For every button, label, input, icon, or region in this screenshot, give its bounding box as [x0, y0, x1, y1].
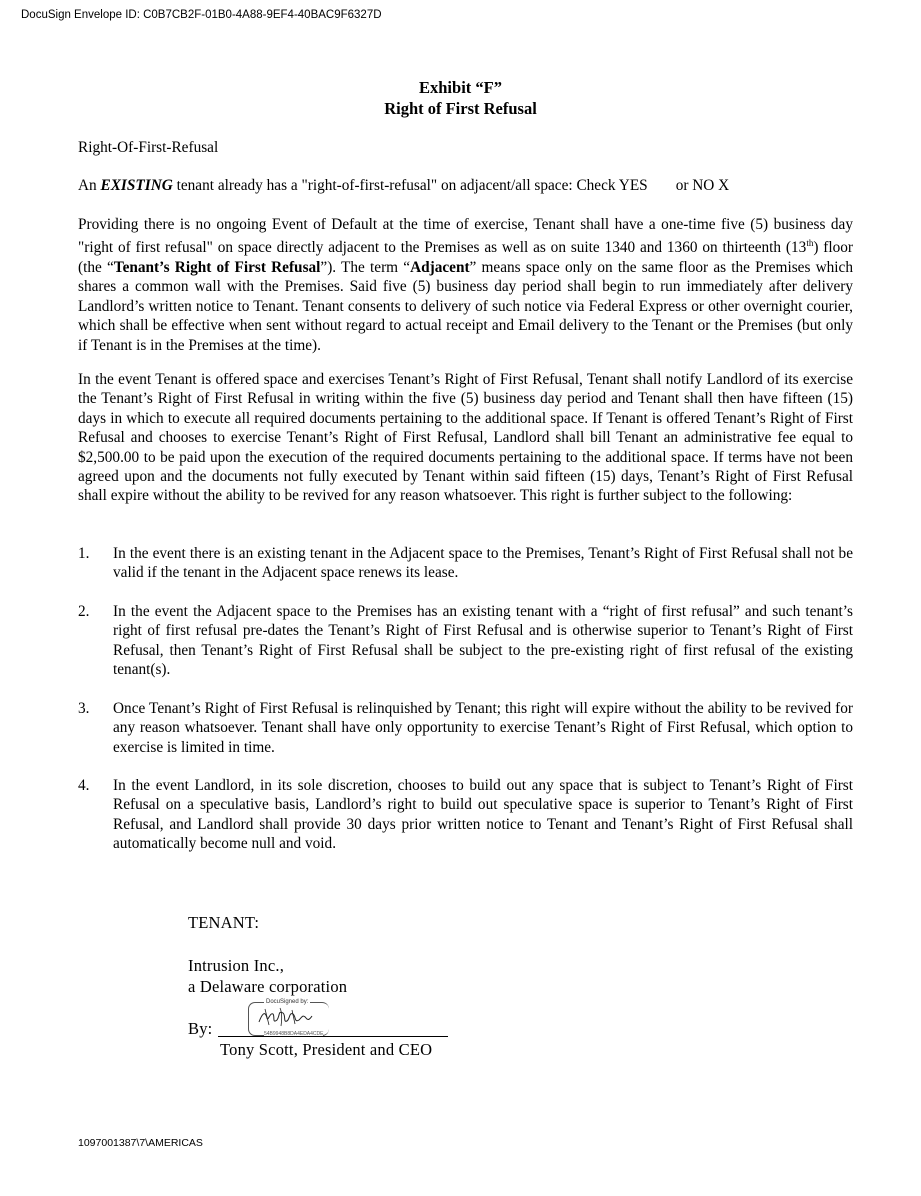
tenant-label: TENANT:: [188, 913, 260, 932]
signer-name-title: Tony Scott, President and CEO: [220, 1040, 433, 1059]
document-footer-id: 1097001387\7\AMERICAS: [78, 1137, 203, 1149]
company-name: Intrusion Inc.,: [188, 956, 285, 975]
list-item-text: In the event there is an existing tenant in the Adjacent space to the Premises, Tenant’s Right of First Refusal shall not be valid if the tenant in the Adjacent space renews its lease.: [113, 545, 853, 582]
no-checkbox-answer: or NO X: [675, 177, 730, 194]
docusign-envelope-id: DocuSign Envelope ID: C0B7CB2F-01B0-4A88-9EF4-40BAC9F6327D: [21, 9, 382, 21]
list-item-number: 2.: [78, 603, 90, 620]
paragraph-right-of-first-refusal: Providing there is no ongoing Event of Default at the time of exercise, Tenant shall have a one-time five (5) business day "right of first refusal" on space directly adjacent to the Premises as well as on suite 1340 and 1360 on thirteenth (13th) floor (the “Tenant’s Right of First Refusal”). The term “Adjacent” means space only on the same floor as the Premises which shares a common wall with the Premises. Said five (5) business day period shall begin to run immediately after delivery Landlord’s written notice to Tenant. Tenant consents to delivery of such notice via Federal Express or other overnight courier, which shall be effective when sent without regard to actual receipt and Email delivery to the Tenant or the Premises (but only if Tenant is in the Premises at the time).: [78, 216, 853, 354]
list-item-number: 4.: [78, 777, 90, 794]
document-title: Right of First Refusal: [384, 99, 537, 118]
list-item-number: 3.: [78, 700, 90, 717]
existing-emphasis: EXISTING: [100, 177, 173, 194]
paragraph-exercise-terms: In the event Tenant is offered space and exercises Tenant’s Right of First Refusal, Tenant shall notify Landlord of its exercise the Tenant’s Right of First Refusal in writing within the five (5) business day period and Tenant shall then have fifteen (15) days in which to execute all required documents pertaining to the additional space. If Tenant is offered Tenant’s Right of First Refusal and chooses to exercise Tenant’s Right of First Refusal, Landlord shall bill Tenant an administrative fee equal to $2,500.00 to be paid upon the execution of the required documents pertaining to the additional space. If terms have not been agreed upon and the documents not fully executed by Tenant within said fifteen (15) days, Tenant’s Right of First Refusal shall expire without the ability to be revived for any reason whatsoever. This right is further subject to the following:: [78, 371, 853, 505]
list-item-number: 1.: [78, 545, 90, 562]
docusign-code: 54B9948B8DA4EDA4CDE: [264, 1031, 324, 1037]
list-item-text: Once Tenant’s Right of First Refusal is relinquished by Tenant; this right will expire without the ability to be revived for any reason whatsoever. Tenant shall have only opportunity to exercise Tenant’s Right of First Refusal, which option to exercise is limited in time.: [113, 700, 853, 756]
existing-tenant-line: An EXISTING tenant already has a "right-of-first-refusal" on adjacent/all space: Check YES or NO X: [78, 177, 730, 194]
corporation-type: a Delaware corporation: [188, 977, 348, 996]
exhibit-heading: Exhibit “F”: [419, 78, 502, 97]
by-label: By:: [188, 1019, 213, 1038]
section-subtitle: Right-Of-First-Refusal: [78, 139, 219, 156]
signature-line: [218, 1036, 448, 1037]
docusigned-by-label: DocuSigned by:: [266, 999, 309, 1005]
handwritten-signature: [256, 1004, 316, 1030]
list-item-text: In the event the Adjacent space to the Premises has an existing tenant with a “right of first refusal” and such tenant’s right of first refusal pre-dates the Tenant’s Right of First Refusal and is otherwise superior to Tenant’s Right of First Refusal, then Tenant’s Right of First Refusal shall be subject to the pre-existing right of first refusal of the existing tenant(s).: [113, 603, 853, 679]
list-item-text: In the event Landlord, in its sole discretion, chooses to build out any space that is subject to Tenant’s Right of First Refusal on a speculative basis, Landlord’s right to build out speculative space is superior to Tenant’s Right of First Refusal, and Landlord shall provide 30 days prior written notice to Tenant and Tenant’s Right of First Refusal shall automatically become null and void.: [113, 777, 853, 853]
defined-term-adjacent: Adjacent: [410, 258, 470, 276]
defined-term-rofr: Tenant’s Right of First Refusal: [113, 258, 321, 276]
